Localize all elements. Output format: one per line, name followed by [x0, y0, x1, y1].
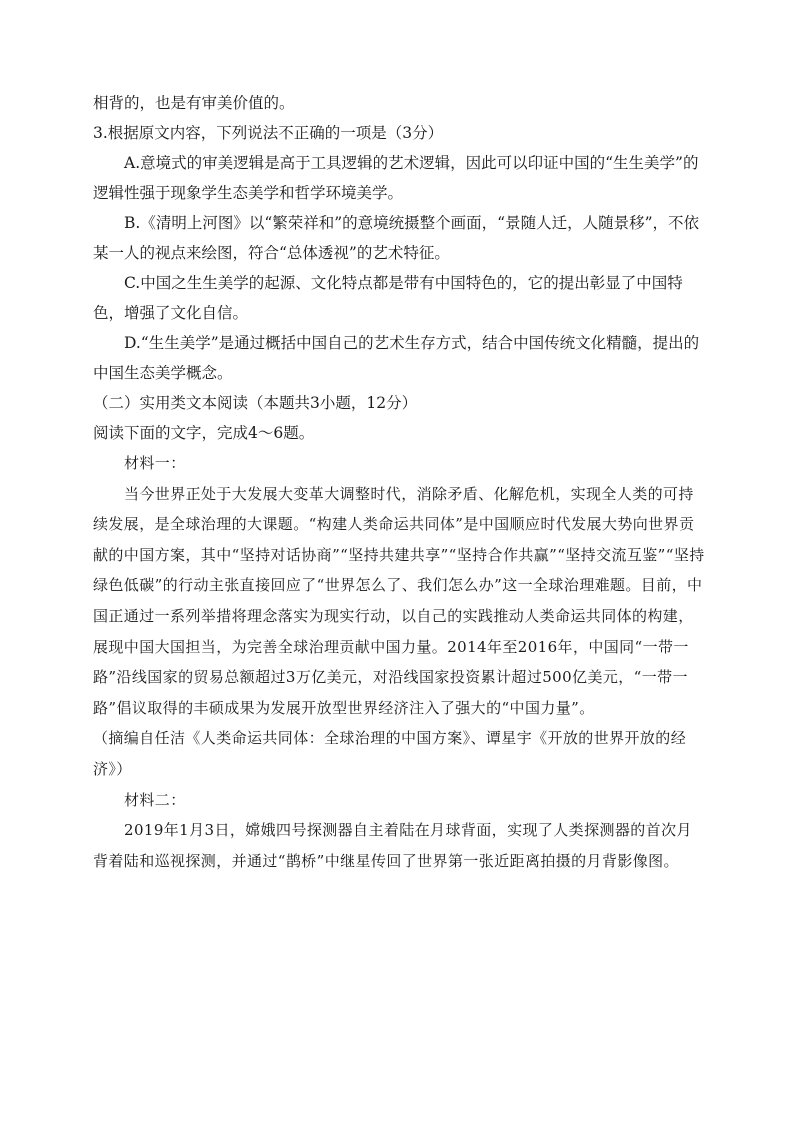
material-1-source: （摘编自任洁《人类命运共同体：全球治理的中国方案》、谭星宇《开放的世界开放的经济》）	[93, 729, 687, 778]
material-2-label: 材料二：	[124, 790, 186, 809]
option-d: D.“生生美学”是通过概括中国自己的艺术生存方式，结合中国传统文化精髓，提出的中国生态美学概念。	[93, 334, 700, 382]
material-1-label: 材料一：	[124, 454, 186, 472]
option-c: C.中国之生生美学的起源、文化特点都是带有中国特色的，它的提出彰显了中国特色，增强了文化自信。	[93, 274, 683, 322]
question-3-stem: 3.根据原文内容，下列说法不正确的一项是（3分）	[93, 124, 444, 142]
material-2-text: 2019年1月3日，嫦娥四号探测器自主着陆在月球背面，实现了人类探测器的首次月背着陆和巡视探测，并通过“鹊桥”中继星传回了世界第一张近距离拍摄的月背影像图。	[93, 821, 692, 870]
reading-instruction: 阅读下面的文字，完成4～6题。	[93, 424, 315, 442]
carry-over-line: 相背的，也是有审美价值的。	[93, 94, 295, 112]
option-a: A.意境式的审美逻辑是高于工具逻辑的艺术逻辑，因此可以印证中国的“生生美学”的逻辑性强于现象学生态美学和哲学环境美学。	[93, 154, 699, 202]
option-b: B.《清明上河图》以“繁荣祥和”的意境统摄整个画面，“景随人迁，人随景移”，不依某一人的视点来绘图，符合“总体透视”的艺术特征。	[93, 214, 700, 262]
material-1-text: 当今世界正处于大发展大变革大调整时代，消除矛盾、化解危机，实现全人类的可持续发展，是全球治理的大课题。“构建人类命运共同体”是中国顺应时代发展大势向世界贡献的中国方案，其中“坚持对话协商”“坚持共建共享”“坚持合作共赢”“坚持交流互鉴”“坚持绿色低碳”的行动主张直接回应了“世界怎么了、我们怎么办”这一全球治理难题。目前，中国正通过一系列举措将理念落实为现实行动，以自己的实践推动人类命运共同体的构建，展现中国大国担当，为完善全球治理贡献中国力量。2014年至2016年，中国同“一带一路”沿线国家的贸易总额超过3万亿美元，对沿线国家投资累计超过500亿美元，“一带一路”倡议取得的丰硕成果为发展开放型世界经济注入了强大的“中国力量”。	[93, 484, 705, 717]
document-page	[93, 88, 705, 876]
section-heading: （二）实用类文本阅读（本题共3小题，12分）	[93, 394, 418, 412]
